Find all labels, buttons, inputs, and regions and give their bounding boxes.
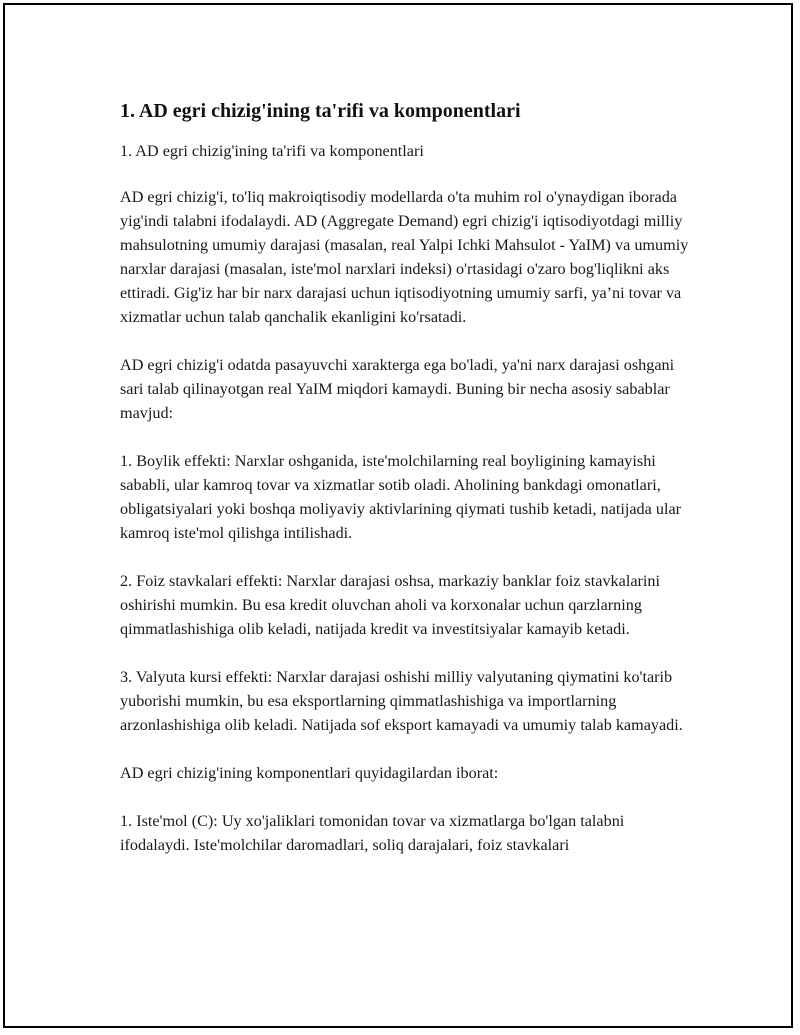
section-subtitle: 1. AD egri chizig'ining ta'rifi va komponentlari (120, 142, 424, 160)
paragraph-exchange-rate-effect: 3. Valyuta kursi effekti: Narxlar darajasi oshishi milliy valyutaning qiymatini ko'tarib yuborishi mumkin, bu esa eksportlarning qimmatlashishiga va importlarning arzonlashishiga olib keladi. Natijada sof eksport kamayadi va umumiy talab kamayadi. (120, 668, 683, 734)
paragraph-components-intro: AD egri chizig'ining komponentlari quyidagilardan iborat: (120, 764, 499, 782)
paragraph-interest-rate-effect: 2. Foiz stavkalari effekti: Narxlar darajasi oshsa, markaziy banklar foiz stavkalarini oshirishi mumkin. Bu esa kredit oluvchan aholi va korxonalar uchun qarzlarning qimmatlashishiga olib keladi, natijada kredit va investitsiyalar kamayib ketadi. (120, 572, 660, 638)
paragraph-consumption: 1. Iste'mol (C): Uy xo'jaliklari tomonidan tovar va xizmatlarga bo'lgan talabni ifodalaydi. Iste'molchilar daromadlari, soliq darajalari, foiz stavkalari (120, 812, 625, 854)
document-heading: 1. AD egri chizig'ining ta'rifi va komponentlari (120, 100, 521, 122)
document-body (120, 98, 692, 881)
document-page (3, 3, 793, 1028)
paragraph-downward-slope: AD egri chizig'i odatda pasayuvchi xarakterga ega bo'ladi, ya'ni narx darajasi oshgani sari talab qilinayotgan real YaIM miqdori kamaydi. Buning bir necha asosiy sabablar mavjud: (120, 356, 675, 422)
paragraph-wealth-effect: 1. Boylik effekti: Narxlar oshganida, iste'molchilarning real boyligining kamayishi sababli, ular kamroq tovar va xizmatlar sotib oladi. Aholining bankdagi omonatlari, obligatsiyalari yoki boshqa moliyaviy aktivlarining qiymati tushib ketadi, natijada ular kamroq iste'mol qilishga intilishadi. (120, 452, 682, 542)
paragraph-ad-definition: AD egri chizig'i, to'liq makroiqtisodiy modellarda o'ta muhim rol o'ynaydigan iborada yig'indi talabni ifodalaydi. AD (Aggregate Demand) egri chizig'i iqtisodiyotdagi milliy mahsulotning umumiy darajasi (masalan, real Yalpi Ichki Mahsulot - YaIM) va umumiy narxlar darajasi (masalan, iste'mol narxlari indeksi) o'rtasidagi o'zaro bog'liqlikni aks ettiradi. Gig'iz har bir narx darajasi uchun iqtisodiyotning umumiy sarfi, ya’ni tovar va xizmatlar uchun talab qanchalik ekanligini ko'rsatadi. (120, 188, 689, 326)
